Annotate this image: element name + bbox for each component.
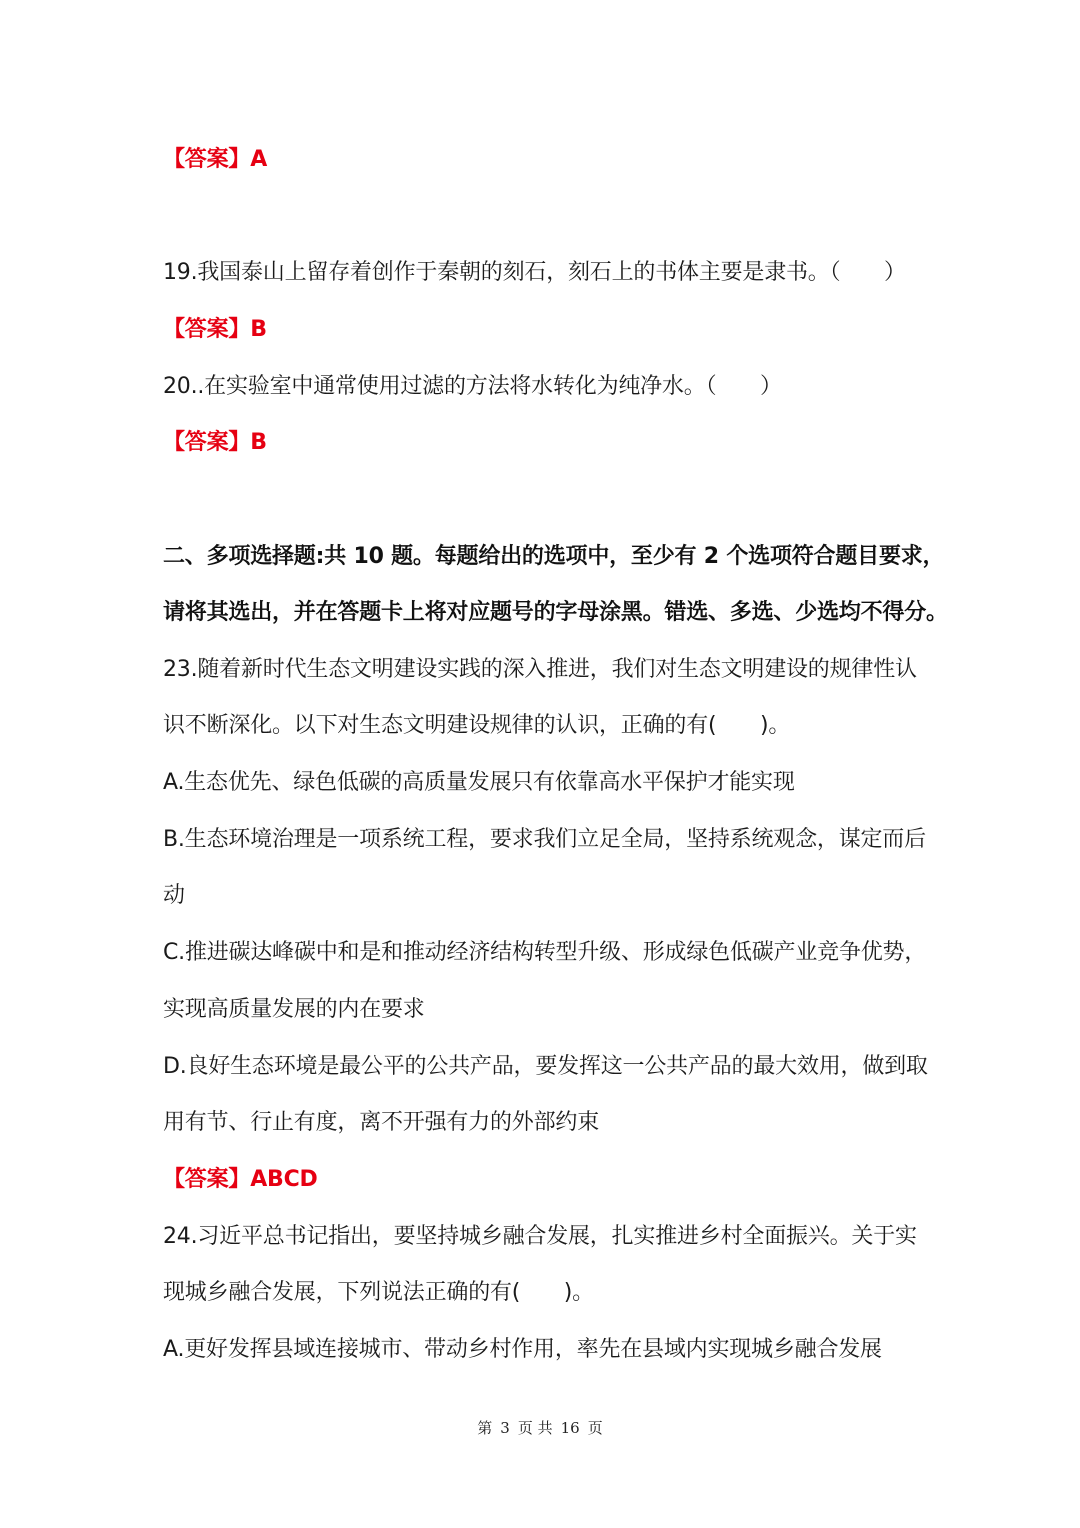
footer-total-pages: 16 [560,1419,580,1437]
footer-page-number: 3 [500,1419,510,1437]
question-23-option-c-line-1: C.推进碳达峰碳中和是和推动经济结构转型升级、形成绿色低碳产业竞争优势， [163,940,927,965]
question-23-option-b-line-1: B.生态环境治理是一项系统工程，要求我们立足全局，坚持系统观念，谋定而后 [163,827,926,852]
question-20: 20..在实验室中通常使用过滤的方法将水转化为纯净水。（ ） [163,374,782,399]
answer-value: A [250,147,268,172]
section-heading-line-1: 二、多项选择题:共 10 题。每题给出的选项中，至少有 2 个选项符合题目要求， [163,544,945,569]
section-heading-line-2: 请将其选出，并在答题卡上将对应题号的字母涂黑。错选、多选、少选均不得分。 [163,600,948,625]
answer-19 [163,315,963,345]
answer-value: B [250,430,267,455]
answer-18 [163,145,963,175]
answer-20 [163,428,963,458]
page-footer [0,1417,1080,1438]
question-24-line-2: 现城乡融合发展，下列说法正确的有( )。 [163,1280,594,1305]
footer-suffix: 页 [587,1419,603,1437]
question-23-line-1: 23.随着新时代生态文明建设实践的深入推进，我们对生态文明建设的规律性认 [163,657,917,682]
question-23-line-2: 识不断深化。以下对生态文明建设规律的认识，正确的有( )。 [163,713,791,738]
question-24-option-a: A.更好发挥县域连接城市、带动乡村作用，率先在县域内实现城乡融合发展 [163,1337,882,1362]
answer-label: 【答案】 [163,147,251,172]
question-23-option-c-line-2: 实现高质量发展的内在要求 [163,997,425,1022]
question-23-option-d-line-1: D.良好生态环境是最公平的公共产品，要发挥这一公共产品的最大效用，做到取 [163,1054,928,1079]
answer-value: B [250,317,267,342]
answer-label: 【答案】 [163,1167,251,1192]
footer-mid: 页 共 [517,1419,553,1437]
answer-23 [163,1165,963,1195]
question-23-option-b-line-2: 动 [163,883,185,908]
answer-value: ABCD [250,1167,318,1192]
question-23-option-a: A.生态优先、绿色低碳的高质量发展只有依靠高水平保护才能实现 [163,770,795,795]
question-19: 19.我国泰山上留存着创作于秦朝的刻石，刻石上的书体主要是隶书。（ ） [163,260,906,285]
question-24-line-1: 24.习近平总书记指出，要坚持城乡融合发展，扎实推进乡村全面振兴。关于实 [163,1224,917,1249]
footer-prefix: 第 [477,1419,493,1437]
question-23-option-d-line-2: 用有节、行止有度，离不开强有力的外部约束 [163,1110,600,1135]
answer-label: 【答案】 [163,430,251,455]
answer-label: 【答案】 [163,317,251,342]
